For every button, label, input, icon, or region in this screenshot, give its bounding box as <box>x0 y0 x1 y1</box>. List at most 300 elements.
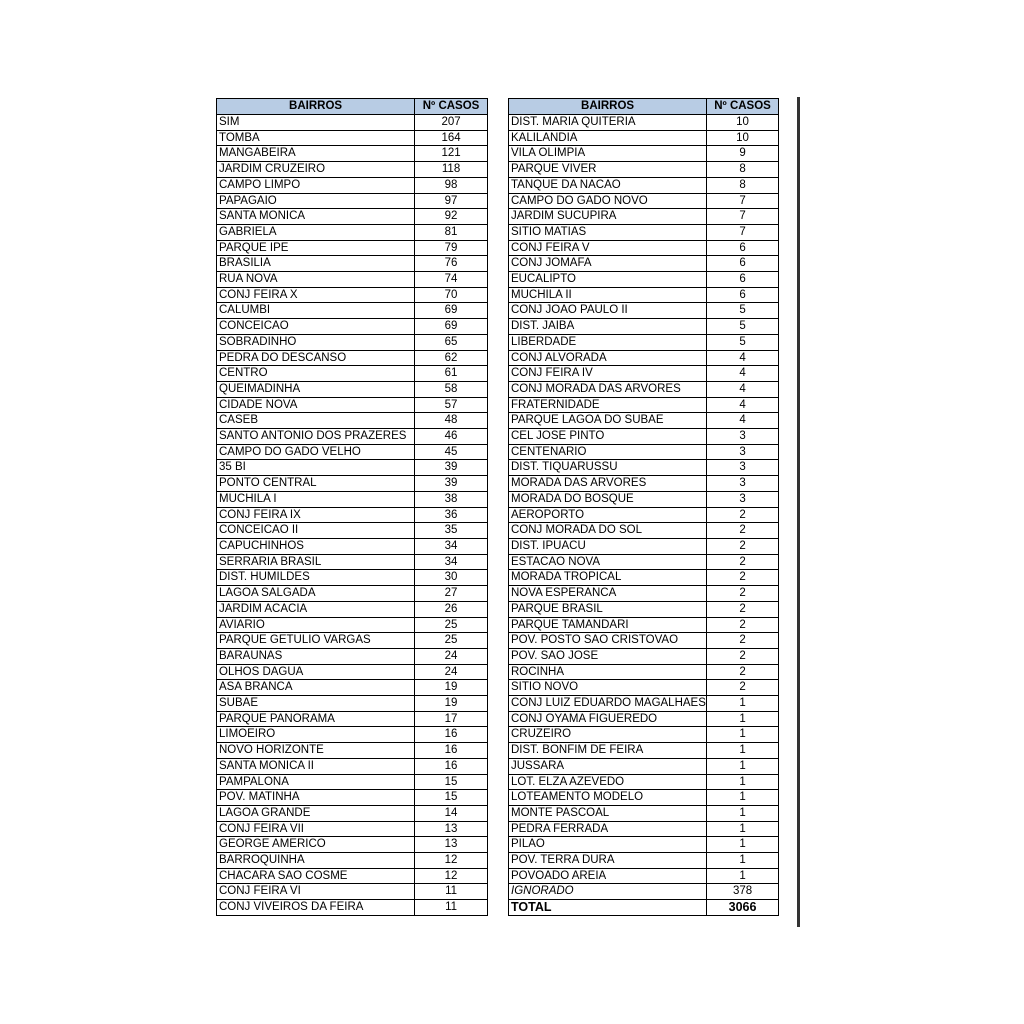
table-row <box>509 523 779 539</box>
bairro-cell: DIST. BONFIM DE FEIRA <box>509 743 707 759</box>
casos-cell: 2 <box>707 680 779 696</box>
casos-cell: 2 <box>707 633 779 649</box>
casos-cell: 2 <box>707 648 779 664</box>
table-row <box>217 900 488 916</box>
table-row <box>217 570 488 586</box>
table-row <box>217 272 488 288</box>
table-row <box>509 146 779 162</box>
bairro-cell: PONTO CENTRAL <box>217 476 415 492</box>
casos-cell: 76 <box>415 256 488 272</box>
bairro-cell: BARROQUINHA <box>217 853 415 869</box>
table-row <box>509 868 779 884</box>
bairro-cell: PARQUE LAGOA DO SUBAE <box>509 413 707 429</box>
table-row <box>217 523 488 539</box>
table-row <box>509 303 779 319</box>
bairro-cell: NOVO HORIZONTE <box>217 743 415 759</box>
bairro-cell: JARDIM ACACIA <box>217 601 415 617</box>
table-row <box>509 115 779 131</box>
casos-cell: 19 <box>415 680 488 696</box>
casos-cell: 1 <box>707 774 779 790</box>
bairro-cell: MORADA DAS ARVORES <box>509 476 707 492</box>
table-row <box>509 256 779 272</box>
table-header-row <box>509 99 779 115</box>
casos-cell: 3 <box>707 491 779 507</box>
bairro-cell: KALILANDIA <box>509 130 707 146</box>
casos-cell: 4 <box>707 397 779 413</box>
casos-cell: 15 <box>415 774 488 790</box>
bairro-cell: PARQUE IPE <box>217 240 415 256</box>
casos-cell: 164 <box>415 130 488 146</box>
table-row <box>509 790 779 806</box>
table-row <box>217 334 488 350</box>
table-row <box>217 507 488 523</box>
bairro-cell: CENTRO <box>217 366 415 382</box>
casos-cell: 6 <box>707 256 779 272</box>
table-row <box>217 319 488 335</box>
bairro-cell: SITIO MATIAS <box>509 224 707 240</box>
casos-cell: 4 <box>707 381 779 397</box>
casos-cell: 1 <box>707 758 779 774</box>
bairro-cell: GEORGE AMERICO <box>217 837 415 853</box>
bairro-cell: BRASILIA <box>217 256 415 272</box>
bairro-cell: PAPAGAIO <box>217 193 415 209</box>
bairro-cell: CAMPO DO GADO VELHO <box>217 444 415 460</box>
table-row <box>509 664 779 680</box>
table-row <box>509 429 779 445</box>
table-row <box>217 711 488 727</box>
table-row <box>509 287 779 303</box>
table-row <box>217 146 488 162</box>
table-row <box>509 586 779 602</box>
casos-cell: 13 <box>415 821 488 837</box>
table-row <box>217 805 488 821</box>
casos-cell: 48 <box>415 413 488 429</box>
table-row <box>509 507 779 523</box>
bairro-cell: LIBERDADE <box>509 334 707 350</box>
bairro-cell: POVOADO AREIA <box>509 868 707 884</box>
bairro-cell: DIST. TIQUARUSSU <box>509 460 707 476</box>
bairro-cell: LAGOA GRANDE <box>217 805 415 821</box>
table-row <box>217 586 488 602</box>
bairro-cell: PEDRA DO DESCANSO <box>217 350 415 366</box>
casos-cell: 12 <box>415 868 488 884</box>
table-row <box>509 130 779 146</box>
casos-cell: 6 <box>707 240 779 256</box>
table-row <box>217 303 488 319</box>
bairro-cell: PEDRA FERRADA <box>509 821 707 837</box>
casos-cell: 1 <box>707 743 779 759</box>
bairro-cell: POV. TERRA DURA <box>509 853 707 869</box>
bairro-cell: PARQUE TAMANDARI <box>509 617 707 633</box>
table-row <box>217 413 488 429</box>
bairro-cell: POV. MATINHA <box>217 790 415 806</box>
table-row <box>509 366 779 382</box>
bairro-cell: CONJ ALVORADA <box>509 350 707 366</box>
cases-table-right <box>508 98 779 916</box>
casos-cell: 69 <box>415 303 488 319</box>
bairro-cell: CAMPO LIMPO <box>217 177 415 193</box>
table-header-row <box>217 99 488 115</box>
casos-cell: 2 <box>707 664 779 680</box>
table-row <box>509 711 779 727</box>
casos-cell: 34 <box>415 538 488 554</box>
bairro-cell: CONJ FEIRA VI <box>217 884 415 900</box>
table-row <box>509 350 779 366</box>
casos-cell: 39 <box>415 476 488 492</box>
casos-cell: 5 <box>707 334 779 350</box>
table-row <box>217 821 488 837</box>
casos-cell: 57 <box>415 397 488 413</box>
table-row <box>217 397 488 413</box>
casos-cell: 2 <box>707 554 779 570</box>
table-row <box>509 476 779 492</box>
bairro-cell: MORADA DO BOSQUE <box>509 491 707 507</box>
casos-cell: 79 <box>415 240 488 256</box>
bairro-cell: CEL JOSE PINTO <box>509 429 707 445</box>
table-row <box>509 805 779 821</box>
casos-cell: 24 <box>415 648 488 664</box>
table-row <box>217 224 488 240</box>
bairro-cell: DIST. MARIA QUITERIA <box>509 115 707 131</box>
table-row <box>509 884 779 900</box>
bairro-cell: ASA BRANCA <box>217 680 415 696</box>
table-row <box>217 130 488 146</box>
casos-cell: 7 <box>707 193 779 209</box>
casos-cell: 24 <box>415 664 488 680</box>
bairro-cell: RUA NOVA <box>217 272 415 288</box>
bairro-cell: SUBAE <box>217 696 415 712</box>
table-row <box>217 617 488 633</box>
casos-cell: 61 <box>415 366 488 382</box>
bairro-cell: CONJ JOAO PAULO II <box>509 303 707 319</box>
bairro-cell: CONCEICAO <box>217 319 415 335</box>
header-casos: Nº CASOS <box>415 99 488 115</box>
bairro-cell: ROCINHA <box>509 664 707 680</box>
casos-cell: 207 <box>415 115 488 131</box>
bairro-cell: AEROPORTO <box>509 507 707 523</box>
table-row <box>509 224 779 240</box>
casos-cell: 3 <box>707 429 779 445</box>
casos-cell: 38 <box>415 491 488 507</box>
table-row <box>509 319 779 335</box>
table-row <box>509 334 779 350</box>
casos-cell: 26 <box>415 601 488 617</box>
casos-cell: 2 <box>707 570 779 586</box>
bairro-cell: NOVA ESPERANCA <box>509 586 707 602</box>
casos-cell: 92 <box>415 209 488 225</box>
casos-cell: 39 <box>415 460 488 476</box>
table-row <box>509 774 779 790</box>
casos-cell: 10 <box>707 130 779 146</box>
casos-cell: 11 <box>415 884 488 900</box>
casos-cell: 5 <box>707 319 779 335</box>
bairro-cell: AVIARIO <box>217 617 415 633</box>
header-casos: Nº CASOS <box>707 99 779 115</box>
table-row <box>217 648 488 664</box>
bairro-cell: BARAUNAS <box>217 648 415 664</box>
casos-cell: 16 <box>415 727 488 743</box>
bairro-cell: CONJ FEIRA V <box>509 240 707 256</box>
bairro-cell: JARDIM CRUZEIRO <box>217 162 415 178</box>
cases-table-left <box>216 98 488 916</box>
bairro-cell: CONJ FEIRA IX <box>217 507 415 523</box>
casos-cell: 4 <box>707 413 779 429</box>
bairro-cell: 35 BI <box>217 460 415 476</box>
table-row <box>509 444 779 460</box>
casos-cell: 7 <box>707 209 779 225</box>
bairro-cell: MORADA TROPICAL <box>509 570 707 586</box>
table-row <box>509 601 779 617</box>
table-row <box>217 460 488 476</box>
table-row <box>509 821 779 837</box>
bairro-cell: CONJ FEIRA IV <box>509 366 707 382</box>
table-row <box>217 633 488 649</box>
table-row <box>509 460 779 476</box>
bairro-cell: CONCEICAO II <box>217 523 415 539</box>
bairro-cell: PARQUE GETULIO VARGAS <box>217 633 415 649</box>
bairro-cell: SERRARIA BRASIL <box>217 554 415 570</box>
casos-cell: 58 <box>415 381 488 397</box>
bairro-cell: LIMOEIRO <box>217 727 415 743</box>
bairro-cell: EUCALIPTO <box>509 272 707 288</box>
casos-cell: 16 <box>415 758 488 774</box>
casos-cell: 46 <box>415 429 488 445</box>
table-row <box>509 680 779 696</box>
casos-cell: 70 <box>415 287 488 303</box>
bairro-cell: PARQUE BRASIL <box>509 601 707 617</box>
table-row <box>217 554 488 570</box>
casos-cell: 27 <box>415 586 488 602</box>
table-row <box>509 743 779 759</box>
casos-cell: 1 <box>707 790 779 806</box>
bairro-cell: LAGOA SALGADA <box>217 586 415 602</box>
casos-cell: 12 <box>415 853 488 869</box>
casos-cell: 69 <box>415 319 488 335</box>
bairro-cell: CENTENARIO <box>509 444 707 460</box>
casos-cell: 30 <box>415 570 488 586</box>
casos-cell: 1 <box>707 696 779 712</box>
table-row <box>509 397 779 413</box>
header-bairros: BAIRROS <box>509 99 707 115</box>
table-row <box>509 413 779 429</box>
casos-cell: 3 <box>707 476 779 492</box>
bairro-cell: POV. POSTO SAO CRISTOVAO <box>509 633 707 649</box>
bairro-cell: SANTO ANTONIO DOS PRAZERES <box>217 429 415 445</box>
table-row <box>509 570 779 586</box>
bairro-cell: CONJ MORADA DAS ARVORES <box>509 381 707 397</box>
table-row <box>217 429 488 445</box>
casos-cell: 8 <box>707 162 779 178</box>
table-row <box>217 790 488 806</box>
casos-cell: 1 <box>707 711 779 727</box>
bairro-cell: CONJ JOMAFA <box>509 256 707 272</box>
bairro-cell: OLHOS DAGUA <box>217 664 415 680</box>
table-row <box>217 287 488 303</box>
casos-cell: 1 <box>707 727 779 743</box>
casos-cell: 1 <box>707 837 779 853</box>
bairro-cell: SOBRADINHO <box>217 334 415 350</box>
bairro-cell: QUEIMADINHA <box>217 381 415 397</box>
casos-cell: 74 <box>415 272 488 288</box>
table-row <box>217 884 488 900</box>
bairro-cell: TANQUE DA NACAO <box>509 177 707 193</box>
casos-cell: 13 <box>415 837 488 853</box>
bairro-cell: CONJ FEIRA VII <box>217 821 415 837</box>
table-row <box>217 853 488 869</box>
bairro-cell: LOTEAMENTO MODELO <box>509 790 707 806</box>
table-row <box>217 601 488 617</box>
casos-cell: 4 <box>707 350 779 366</box>
bairro-cell: TOMBA <box>217 130 415 146</box>
casos-cell: 14 <box>415 805 488 821</box>
bairro-cell: CASEB <box>217 413 415 429</box>
casos-cell: 6 <box>707 272 779 288</box>
table-row <box>509 696 779 712</box>
table-row <box>217 240 488 256</box>
table-row <box>217 177 488 193</box>
table-row <box>509 177 779 193</box>
bairro-cell: FRATERNIDADE <box>509 397 707 413</box>
table-row <box>217 444 488 460</box>
table-row <box>509 162 779 178</box>
bairro-cell: CAMPO DO GADO NOVO <box>509 193 707 209</box>
casos-cell: 36 <box>415 507 488 523</box>
casos-cell: 15 <box>415 790 488 806</box>
table-row <box>509 209 779 225</box>
bairro-cell: IGNORADO <box>509 884 707 900</box>
bairro-cell: CONJ FEIRA X <box>217 287 415 303</box>
table-row <box>509 491 779 507</box>
table-row <box>217 350 488 366</box>
bairro-cell: CIDADE NOVA <box>217 397 415 413</box>
bairro-cell: DIST. IPUACU <box>509 538 707 554</box>
bairro-cell: SITIO NOVO <box>509 680 707 696</box>
table-row <box>509 272 779 288</box>
bairro-cell: VILA OLIMPIA <box>509 146 707 162</box>
table-row <box>509 381 779 397</box>
table-row <box>509 758 779 774</box>
table-row <box>217 664 488 680</box>
casos-cell: 34 <box>415 554 488 570</box>
bairro-cell: CAPUCHINHOS <box>217 538 415 554</box>
table-row <box>217 256 488 272</box>
bairro-cell: LOT. ELZA AZEVEDO <box>509 774 707 790</box>
casos-cell: 81 <box>415 224 488 240</box>
table-row <box>217 774 488 790</box>
table-row <box>217 476 488 492</box>
bairro-cell: MONTE PASCOAL <box>509 805 707 821</box>
casos-cell: 98 <box>415 177 488 193</box>
table-row <box>217 837 488 853</box>
casos-cell: 1 <box>707 868 779 884</box>
table-row <box>217 209 488 225</box>
table-row <box>217 758 488 774</box>
bairro-cell: PARQUE VIVER <box>509 162 707 178</box>
casos-cell: 121 <box>415 146 488 162</box>
casos-cell: 8 <box>707 177 779 193</box>
casos-cell: 25 <box>415 617 488 633</box>
casos-cell: 6 <box>707 287 779 303</box>
bairro-cell: CONJ MORADA DO SOL <box>509 523 707 539</box>
bairro-cell: CONJ LUIZ EDUARDO MAGALHAES <box>509 696 707 712</box>
table-row <box>217 743 488 759</box>
casos-cell: 35 <box>415 523 488 539</box>
bairro-cell: JUSSARA <box>509 758 707 774</box>
total-row <box>509 900 779 916</box>
table-row <box>509 648 779 664</box>
casos-cell: 25 <box>415 633 488 649</box>
table-row <box>509 837 779 853</box>
casos-cell: 11 <box>415 900 488 916</box>
casos-cell: 378 <box>707 884 779 900</box>
bairro-cell: CONJ OYAMA FIGUEREDO <box>509 711 707 727</box>
bairro-cell: CONJ VIVEIROS DA FEIRA <box>217 900 415 916</box>
casos-cell: 2 <box>707 617 779 633</box>
casos-cell: 45 <box>415 444 488 460</box>
casos-cell: 1 <box>707 821 779 837</box>
casos-cell: 1 <box>707 805 779 821</box>
casos-cell: 10 <box>707 115 779 131</box>
table-row <box>217 538 488 554</box>
table-row <box>217 193 488 209</box>
casos-cell: 17 <box>415 711 488 727</box>
table-row <box>509 617 779 633</box>
table-row <box>217 115 488 131</box>
table-row <box>509 538 779 554</box>
bairro-cell: JARDIM SUCUPIRA <box>509 209 707 225</box>
casos-cell: 65 <box>415 334 488 350</box>
casos-cell: 2 <box>707 523 779 539</box>
bairro-cell: SIM <box>217 115 415 131</box>
bairro-cell: MUCHILA II <box>509 287 707 303</box>
table-row <box>217 366 488 382</box>
bairro-cell: MANGABEIRA <box>217 146 415 162</box>
table-row <box>217 162 488 178</box>
casos-cell: 62 <box>415 350 488 366</box>
casos-cell: 16 <box>415 743 488 759</box>
bairro-cell: ESTACAO NOVA <box>509 554 707 570</box>
casos-cell: 19 <box>415 696 488 712</box>
bairro-cell: PARQUE PANORAMA <box>217 711 415 727</box>
casos-cell: 2 <box>707 586 779 602</box>
table-row <box>509 193 779 209</box>
bairro-cell: DIST. JAIBA <box>509 319 707 335</box>
bairro-cell: CHACARA SAO COSME <box>217 868 415 884</box>
table-row <box>217 491 488 507</box>
page-edge-divider <box>797 97 800 927</box>
casos-cell: 7 <box>707 224 779 240</box>
table-row <box>509 853 779 869</box>
casos-cell: 3 <box>707 460 779 476</box>
table-row <box>217 727 488 743</box>
bairro-cell: SANTA MONICA II <box>217 758 415 774</box>
table-row <box>217 868 488 884</box>
table-row <box>217 381 488 397</box>
bairro-cell: POV. SAO JOSE <box>509 648 707 664</box>
bairro-cell: MUCHILA I <box>217 491 415 507</box>
casos-cell: 2 <box>707 507 779 523</box>
casos-cell: 118 <box>415 162 488 178</box>
casos-cell: 4 <box>707 366 779 382</box>
bairro-cell: DIST. HUMILDES <box>217 570 415 586</box>
bairro-cell: TOTAL <box>509 900 707 916</box>
casos-cell: 1 <box>707 853 779 869</box>
bairro-cell: CRUZEIRO <box>509 727 707 743</box>
bairro-cell: GABRIELA <box>217 224 415 240</box>
header-bairros: BAIRROS <box>217 99 415 115</box>
bairro-cell: SANTA MONICA <box>217 209 415 225</box>
casos-cell: 5 <box>707 303 779 319</box>
